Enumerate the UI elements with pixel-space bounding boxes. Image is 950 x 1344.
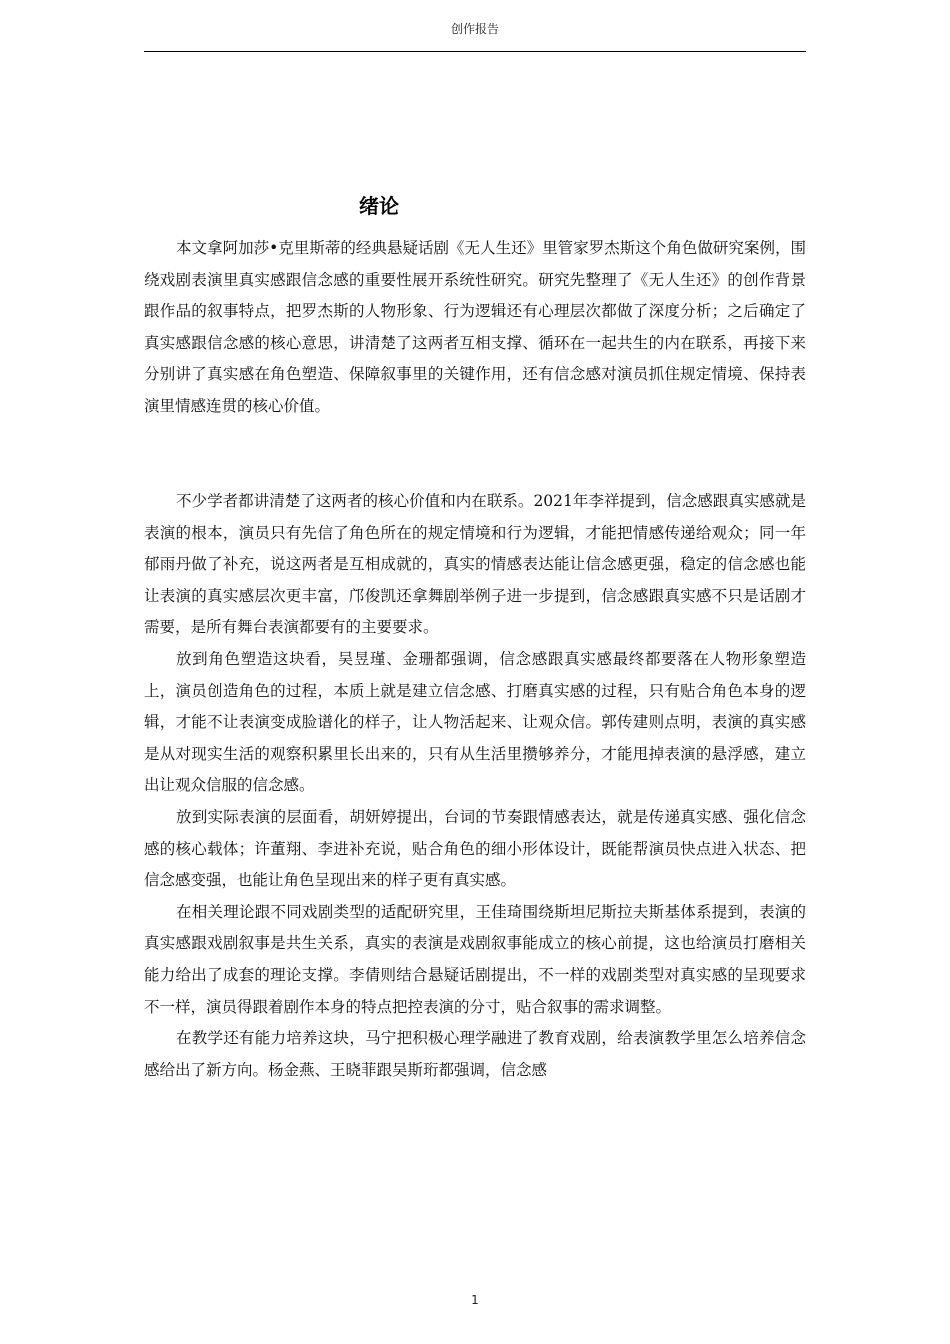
paragraph-5: 在相关理论跟不同戏剧类型的适配研究里，王佳琦围绕斯坦尼斯拉夫斯基体系提到，表演的真实感跟戏剧叙事是共生关系，真实的表演是戏剧叙事能成立的核心前提，这也给演员打磨相关能力给出了成套的理论支撑。李倩则结合悬疑话剧提出，不一样的戏剧类型对真实感的呈现要求不一样，演员得跟着剧作本身的特点把控表演的分寸，贴合叙事的需求调整。 [144, 902, 806, 1016]
paragraph-4: 放到实际表演的层面看，胡妍婷提出，台词的节奏跟情感表达，就是传递真实感、强化信念感的核心载体；许董翔、李进补充说，贴合角色的细小形体设计，既能帮演员快点进入状态、把信念感变强，也能让角色呈现出来的样子更有真实感。 [144, 807, 806, 890]
paragraph-2: 不少学者都讲清楚了这两者的核心价值和内在联系。2021年李祥提到，信念感跟真实感就是表演的根本，演员只有先信了角色所在的规定情境和行为逻辑，才能把情感传递给观众；同一年郁雨丹做了补充，说这两者是互相成就的，真实的情感表达能让信念感更强，稳定的信念感也能让表演的真实感层次更丰富，邝俊凯还拿舞剧举例子进一步提到，信念感跟真实感不只是话剧才需要，是所有舞台表演都要有的主要要求。 [144, 492, 806, 637]
intro-block [144, 233, 806, 423]
literature-review-block [144, 486, 806, 1086]
page-number: 1 [471, 1293, 479, 1307]
running-header: 创作报告 [450, 22, 499, 36]
paragraph-1: 本文拿阿加莎•克里斯蒂的经典悬疑话剧《无人生还》里管家罗杰斯这个角色做研究案例，围绕戏剧表演里真实感跟信念感的重要性展开系统性研究。研究先整理了《无人生还》的创作背景跟作品的叙事特点，把罗杰斯的人物形象、行为逻辑还有心理层次都做了深度分析；之后确定了真实感跟信念感的核心意思，讲清楚了这两者互相支撑、循环在一起共生的内在联系，再接下来分别讲了真实感在角色塑造、保障叙事里的关键作用，还有信念感对演员抓住规定情境、保持表演里情感连贯的核心价值。 [144, 239, 806, 415]
paragraph-6: 在教学还有能力培养这块，马宁把积极心理学融进了教育戏剧，给表演教学里怎么培养信念感给出了新方向。杨金燕、王晓菲跟吴斯珩都强调，信念感 [144, 1029, 806, 1079]
section-title: 绪论 [359, 194, 399, 218]
header-divider [144, 51, 806, 52]
paragraph-3: 放到角色塑造这块看，吴昱瑾、金珊都强调，信念感跟真实感最终都要落在人物形象塑造上，演员创造角色的过程，本质上就是建立信念感、打磨真实感的过程，只有贴合角色本身的逻辑，才能不让表演变成脸谱化的样子，让人物活起来、让观众信。郭传建则点明，表演的真实感是从对现实生活的观察积累里长出来的，只有从生活里攒够养分，才能甩掉表演的悬浮感，建立出让观众信服的信念感。 [144, 649, 806, 795]
